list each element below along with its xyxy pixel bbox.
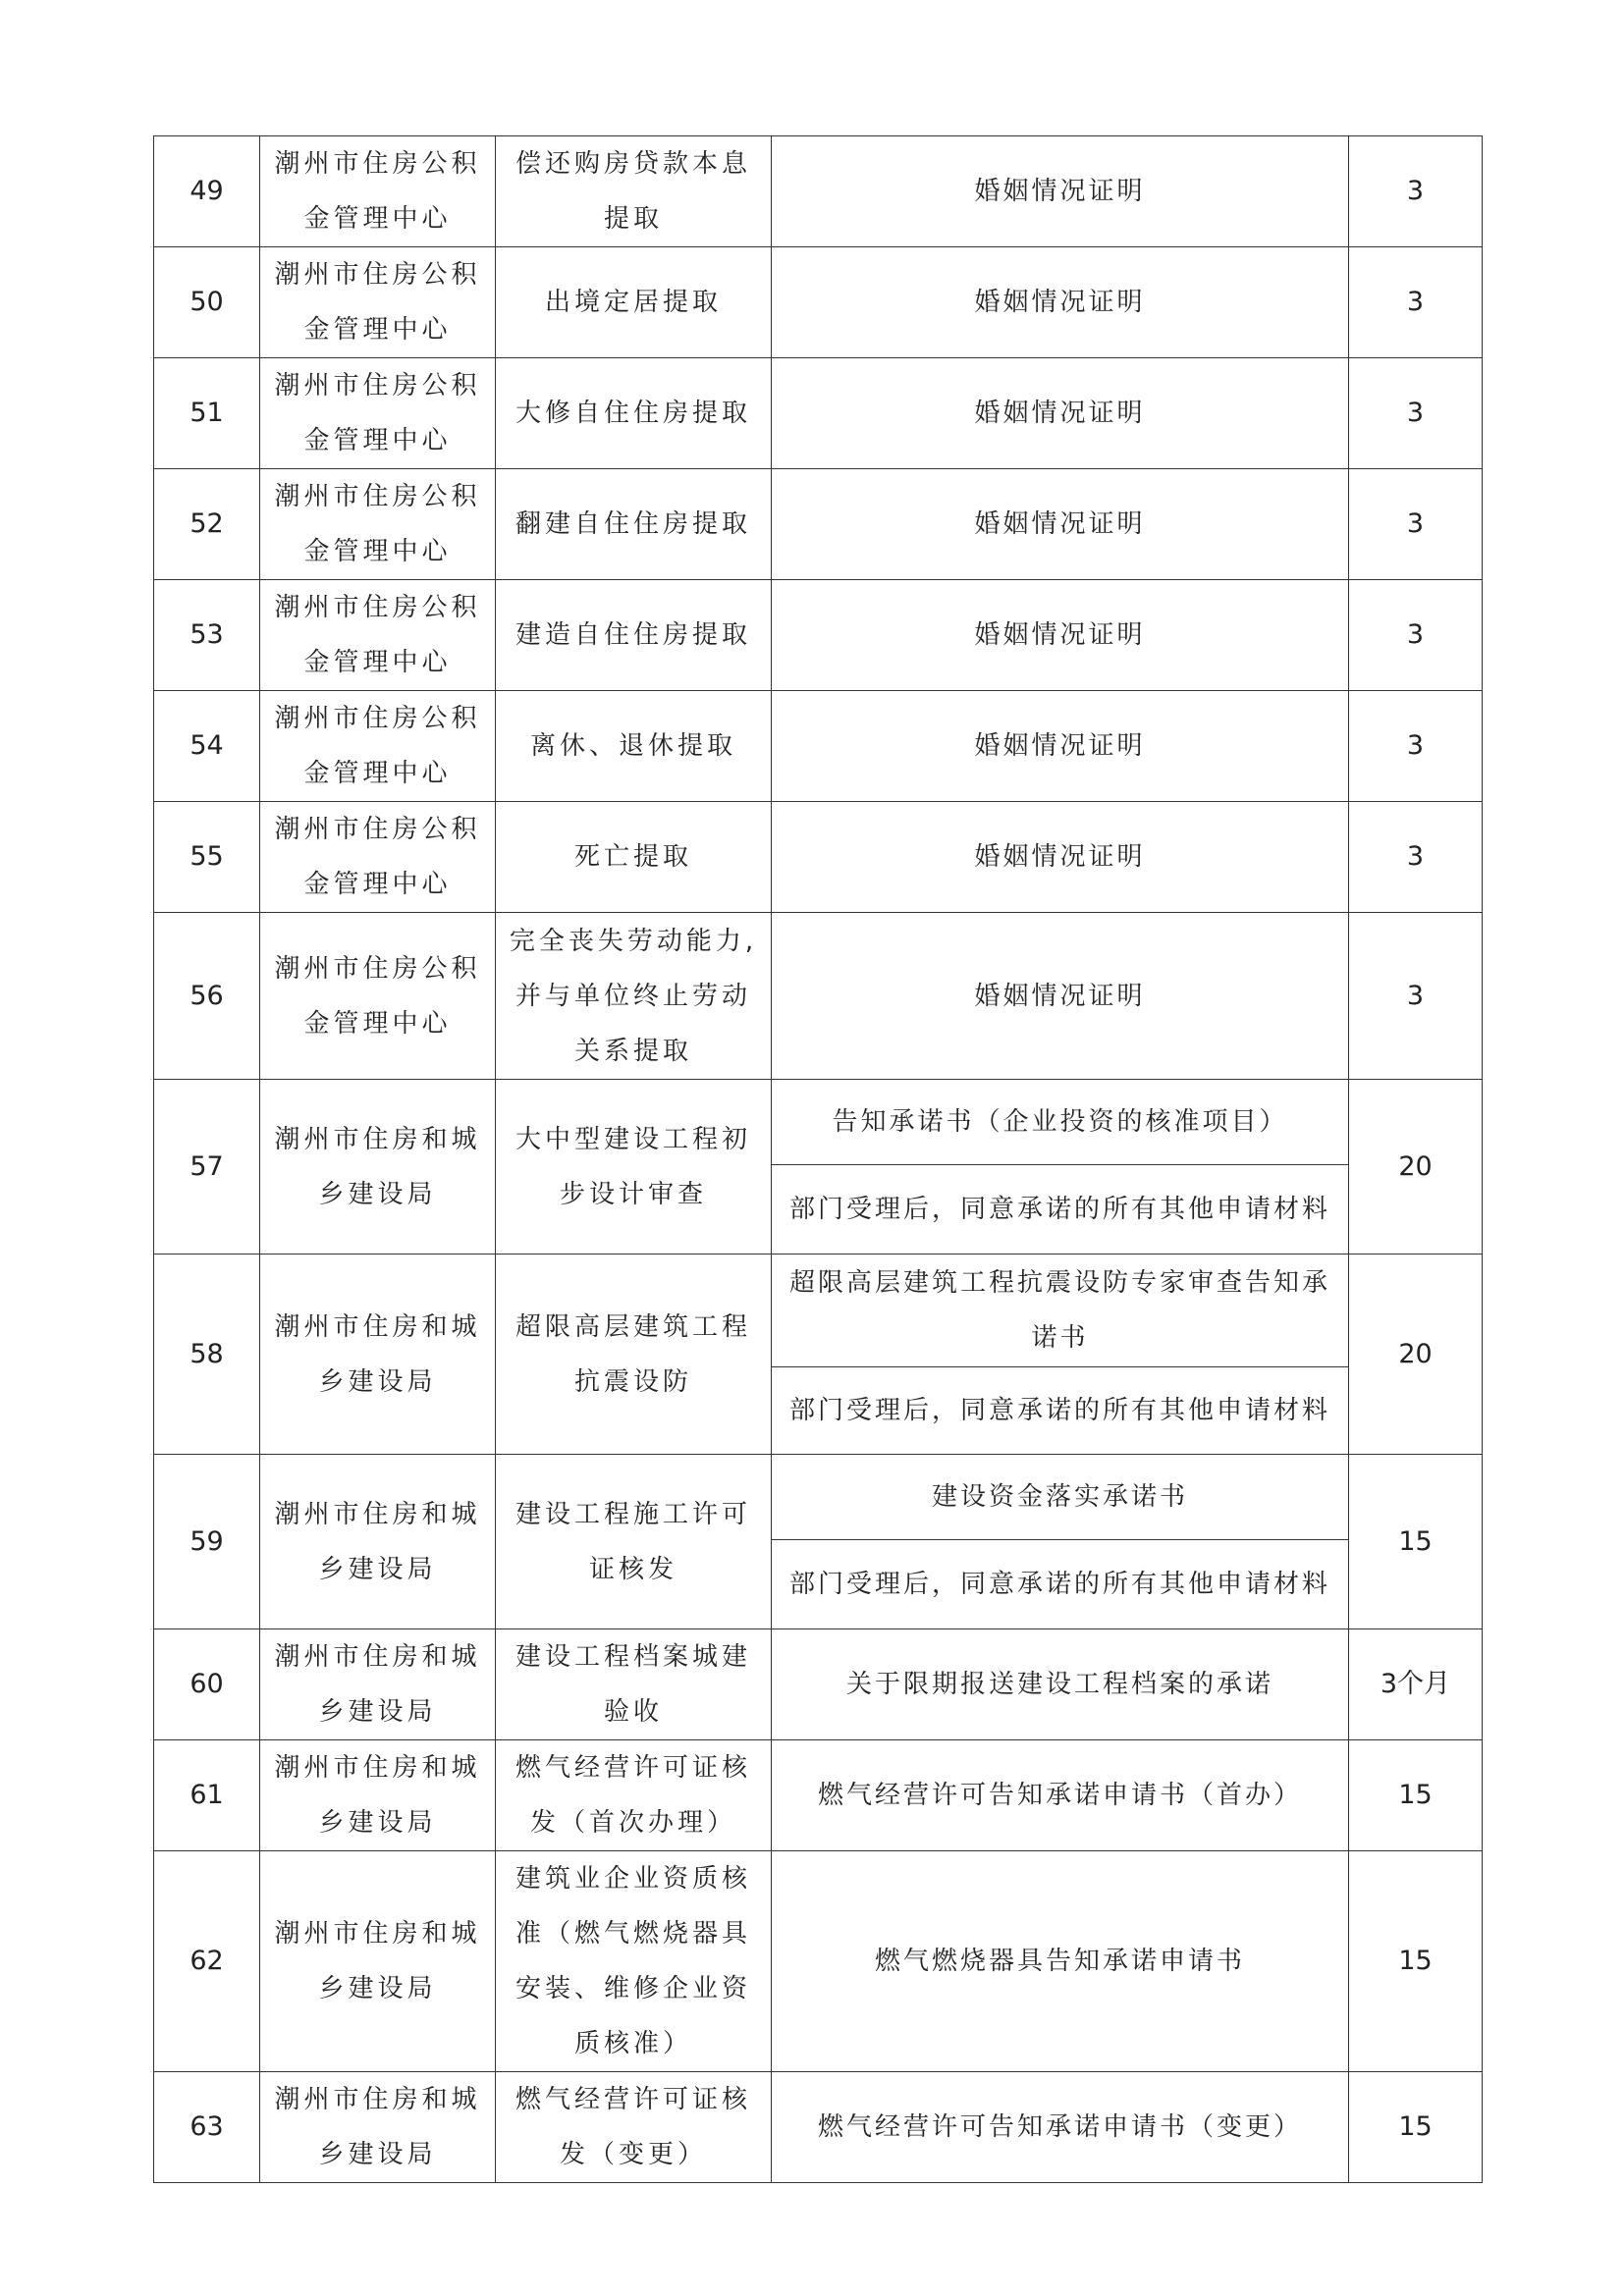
item-name-cell: 大中型建设工程初步设计审查 (496, 1080, 772, 1255)
material-cell: 燃气燃烧器具告知承诺申请书 (772, 1851, 1349, 2072)
row-number: 55 (154, 802, 260, 913)
table-row (154, 469, 1483, 580)
row-number: 61 (154, 1740, 260, 1851)
row-number: 53 (154, 580, 260, 691)
item-name-cell: 燃气经营许可证核发（变更） (496, 2072, 772, 2183)
processing-days-cell: 3 (1349, 802, 1483, 913)
department-cell: 潮州市住房公积金管理中心 (260, 247, 496, 358)
processing-days-cell: 3 (1349, 136, 1483, 247)
item-name-cell: 偿还购房贷款本息提取 (496, 136, 772, 247)
material-cell: 燃气经营许可告知承诺申请书（变更） (772, 2072, 1349, 2183)
department-cell: 潮州市住房公积金管理中心 (260, 691, 496, 802)
material-cell: 燃气经营许可告知承诺申请书（首办） (772, 1740, 1349, 1851)
material-cell: 部门受理后，同意承诺的所有其他申请材料 (772, 1367, 1349, 1455)
table-row (154, 580, 1483, 691)
material-cell: 超限高层建筑工程抗震设防专家审查告知承诺书 (772, 1255, 1349, 1367)
processing-days-cell: 3 (1349, 691, 1483, 802)
table-row (154, 358, 1483, 469)
document-page (153, 135, 1482, 2169)
department-cell: 潮州市住房公积金管理中心 (260, 469, 496, 580)
processing-days-cell: 15 (1349, 1851, 1483, 2072)
material-cell: 婚姻情况证明 (772, 469, 1349, 580)
material-cell: 婚姻情况证明 (772, 358, 1349, 469)
department-cell: 潮州市住房公积金管理中心 (260, 358, 496, 469)
table-row (154, 1740, 1483, 1851)
item-name-cell: 完全丧失劳动能力,并与单位终止劳动关系提取 (496, 913, 772, 1080)
table-row (154, 913, 1483, 1080)
item-name-cell: 大修自住住房提取 (496, 358, 772, 469)
table-row (154, 1255, 1483, 1367)
department-cell: 潮州市住房和城乡建设局 (260, 1080, 496, 1255)
department-cell: 潮州市住房和城乡建设局 (260, 1255, 496, 1455)
processing-days-cell: 15 (1349, 2072, 1483, 2183)
item-name-cell: 离休、退休提取 (496, 691, 772, 802)
item-name-cell: 翻建自住住房提取 (496, 469, 772, 580)
department-cell: 潮州市住房公积金管理中心 (260, 802, 496, 913)
material-cell: 婚姻情况证明 (772, 136, 1349, 247)
table-row (154, 1851, 1483, 2072)
item-name-cell: 建设工程档案城建验收 (496, 1629, 772, 1740)
department-cell: 潮州市住房公积金管理中心 (260, 136, 496, 247)
item-name-cell: 燃气经营许可证核发（首次办理） (496, 1740, 772, 1851)
processing-days-cell: 15 (1349, 1455, 1483, 1629)
row-number: 50 (154, 247, 260, 358)
row-number: 51 (154, 358, 260, 469)
item-name-cell: 死亡提取 (496, 802, 772, 913)
department-cell: 潮州市住房公积金管理中心 (260, 580, 496, 691)
row-number: 58 (154, 1255, 260, 1455)
table-row (154, 136, 1483, 247)
department-cell: 潮州市住房和城乡建设局 (260, 1740, 496, 1851)
material-cell: 建设资金落实承诺书 (772, 1455, 1349, 1540)
department-cell: 潮州市住房公积金管理中心 (260, 913, 496, 1080)
material-cell: 部门受理后，同意承诺的所有其他申请材料 (772, 1165, 1349, 1255)
table-row (154, 691, 1483, 802)
processing-days-cell: 15 (1349, 1740, 1483, 1851)
processing-days-cell: 20 (1349, 1255, 1483, 1455)
item-name-cell: 超限高层建筑工程抗震设防 (496, 1255, 772, 1455)
row-number: 49 (154, 136, 260, 247)
processing-days-cell: 3 (1349, 580, 1483, 691)
table-row (154, 1629, 1483, 1740)
department-cell: 潮州市住房和城乡建设局 (260, 2072, 496, 2183)
department-cell: 潮州市住房和城乡建设局 (260, 1455, 496, 1629)
material-cell: 关于限期报送建设工程档案的承诺 (772, 1629, 1349, 1740)
row-number: 52 (154, 469, 260, 580)
material-cell: 部门受理后，同意承诺的所有其他申请材料 (772, 1540, 1349, 1629)
processing-days-cell: 3个月 (1349, 1629, 1483, 1740)
table-row (154, 247, 1483, 358)
table-row (154, 802, 1483, 913)
table-row (154, 1080, 1483, 1165)
material-cell: 婚姻情况证明 (772, 247, 1349, 358)
item-name-cell: 建造自住住房提取 (496, 580, 772, 691)
processing-days-cell: 3 (1349, 247, 1483, 358)
table-row (154, 1455, 1483, 1540)
processing-days-cell: 3 (1349, 469, 1483, 580)
commitment-items-table (153, 135, 1483, 2183)
department-cell: 潮州市住房和城乡建设局 (260, 1629, 496, 1740)
processing-days-cell: 20 (1349, 1080, 1483, 1255)
material-cell: 婚姻情况证明 (772, 802, 1349, 913)
table-body (154, 136, 1483, 2183)
material-cell: 婚姻情况证明 (772, 913, 1349, 1080)
processing-days-cell: 3 (1349, 358, 1483, 469)
row-number: 57 (154, 1080, 260, 1255)
row-number: 60 (154, 1629, 260, 1740)
row-number: 56 (154, 913, 260, 1080)
item-name-cell: 建设工程施工许可证核发 (496, 1455, 772, 1629)
row-number: 59 (154, 1455, 260, 1629)
material-cell: 婚姻情况证明 (772, 580, 1349, 691)
item-name-cell: 建筑业企业资质核准（燃气燃烧器具安装、维修企业资质核准） (496, 1851, 772, 2072)
row-number: 62 (154, 1851, 260, 2072)
row-number: 63 (154, 2072, 260, 2183)
processing-days-cell: 3 (1349, 913, 1483, 1080)
material-cell: 告知承诺书（企业投资的核准项目） (772, 1080, 1349, 1165)
table-row (154, 2072, 1483, 2183)
item-name-cell: 出境定居提取 (496, 247, 772, 358)
row-number: 54 (154, 691, 260, 802)
department-cell: 潮州市住房和城乡建设局 (260, 1851, 496, 2072)
material-cell: 婚姻情况证明 (772, 691, 1349, 802)
